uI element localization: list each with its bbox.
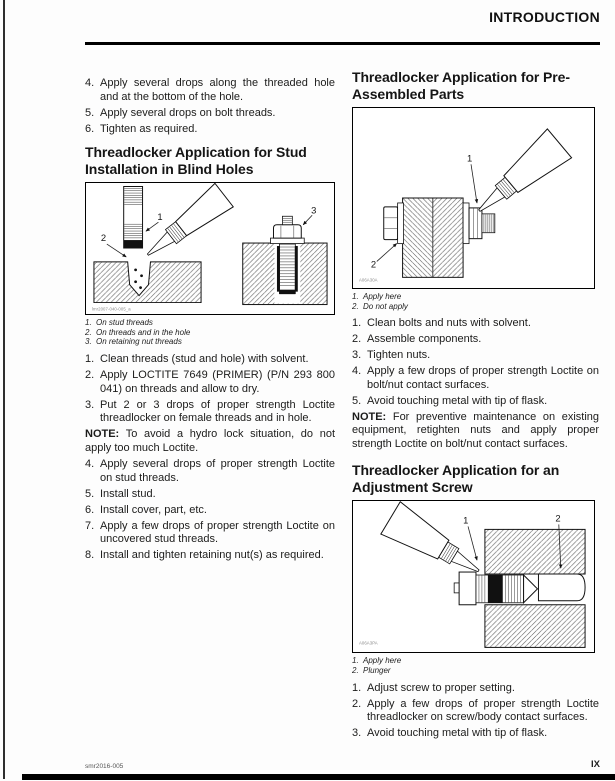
callout-3: 3 (311, 204, 317, 216)
page-title: INTRODUCTION (489, 9, 600, 25)
figure-code: A06A3PA (358, 640, 378, 646)
figure-code: A06A30A (358, 277, 378, 283)
stud-steps-list-a (85, 353, 335, 426)
step-number: 5. (85, 106, 95, 119)
step-number: 4. (85, 77, 95, 89)
step-item (85, 123, 335, 137)
note-text: To avoid a hydro lock situation, do not apply too much Loctite. (85, 428, 335, 454)
section-title-pre-assembled: Threadlocker Application for Pre-Assembled Parts (352, 69, 570, 102)
callout-1: 1 (467, 152, 473, 164)
legend-item: 3. On retaining nut threads (85, 337, 182, 347)
callout-2: 2 (370, 258, 377, 270)
note-label: NOTE: (85, 428, 120, 441)
step-item: 7. Apply a few drops of proper strength Loctite on uncovered stud threads. (85, 519, 335, 546)
legend-item: 1. Apply here (352, 292, 402, 301)
step-item: 5. Avoid touching metal with tip of flask. (352, 394, 548, 407)
callout-2: 2 (100, 232, 107, 244)
footer-bar (22, 774, 615, 780)
loctite-bottle (139, 183, 234, 266)
step-text: Apply several drops along the threaded hole and at the bottom of the hole. (100, 77, 335, 103)
stud-steps-list-b (85, 458, 335, 563)
step-text: Tighten as required. (100, 122, 198, 135)
note-text: For preventive maintenance on existing equipment, retighten nuts and apply proper strength Loctite on bolt/nut contact surfaces. (352, 410, 600, 450)
blind-hole-block (94, 262, 201, 303)
step-item: 2. Apply a few drops of proper strength Loctite threadlocker on screw/body contact surfaces. (352, 697, 599, 724)
stud (124, 187, 143, 249)
step-item: 2. Apply LOCTITE 7649 (PRIMER) (P/N 293 800 041) on threads and allow to dry. (85, 369, 335, 395)
adjustment-screw-steps-list (352, 682, 599, 741)
intro-steps-list (85, 77, 335, 136)
right-column (352, 64, 599, 743)
step-item: 4. Apply several drops of proper strength Loctite on stud threads. (85, 458, 335, 484)
stud-installation-illustration (86, 183, 334, 314)
step-item: 4. Apply a few drops of proper strength Loctite on bolt/nut contact surfaces. (352, 365, 599, 391)
clamped-block (403, 198, 463, 277)
step-item (85, 107, 335, 121)
figure-legend (85, 318, 335, 347)
footer-document-code: smr2016-005 (85, 763, 124, 770)
figure-code: lmr2007-040-005_a (91, 306, 131, 312)
header-divider (85, 42, 600, 45)
pre-assembled-steps-list (352, 317, 599, 408)
step-item: 3. Tighten nuts. (352, 349, 431, 362)
step-item: 1. Clean threads (stud and hole) with solvent. (85, 353, 309, 366)
step-item: 6. Install cover, part, etc. (85, 503, 207, 516)
legend-item: 1. On stud threads (85, 318, 153, 327)
section-title-adjustment-screw: Threadlocker Application for an Adjustment Screw (352, 462, 560, 495)
legend-item: 2. Do not apply (352, 301, 408, 311)
page-left-border (3, 0, 5, 779)
legend-item: 2. On threads and in the hole (85, 327, 191, 337)
step-item: 3. Put 2 or 3 drops of proper strength Loctite threadlocker on female threads and in hole. (85, 398, 335, 425)
step-item: 5. Install stud. (85, 487, 156, 500)
callout-2: 2 (555, 512, 561, 524)
callout-1: 1 (463, 514, 469, 526)
footer-page-number: IX (591, 759, 600, 770)
retaining-nut-assembly (243, 216, 327, 304)
step-item: 8. Install and tighten retaining nut(s) as required. (85, 549, 324, 562)
left-column (85, 64, 335, 565)
figure-legend (352, 656, 599, 675)
loctite-bottle (467, 129, 571, 225)
step-number: 6. (85, 122, 95, 135)
figure-stud-installation (85, 182, 335, 315)
note-preventive-maintenance (352, 411, 599, 452)
step-item (85, 77, 335, 104)
section-title-stud-installation: Threadlocker Application for Stud Installation in Blind Holes (85, 144, 307, 177)
step-item: 2. Assemble components. (352, 333, 482, 346)
adjustment-screw (454, 572, 585, 605)
figure-adjustment-screw (352, 500, 595, 653)
legend-item: 2. Plunger (352, 666, 391, 676)
callout-1: 1 (157, 211, 163, 223)
step-item: 1. Adjust screw to proper setting. (352, 681, 515, 694)
note-label: NOTE: (352, 410, 387, 423)
note-hydro-lock (85, 428, 335, 455)
pre-assembled-illustration (353, 108, 594, 288)
adjustment-screw-illustration (353, 501, 594, 652)
step-text: Apply several drops on bolt threads. (100, 106, 276, 119)
figure-pre-assembled (352, 107, 595, 289)
figure-legend (352, 292, 599, 311)
step-item: 3. Avoid touching metal with tip of flask. (352, 727, 548, 740)
plunger (538, 574, 585, 601)
legend-item: 1. Apply here (352, 656, 402, 666)
step-item: 1. Clean bolts and nuts with solvent. (352, 317, 531, 330)
